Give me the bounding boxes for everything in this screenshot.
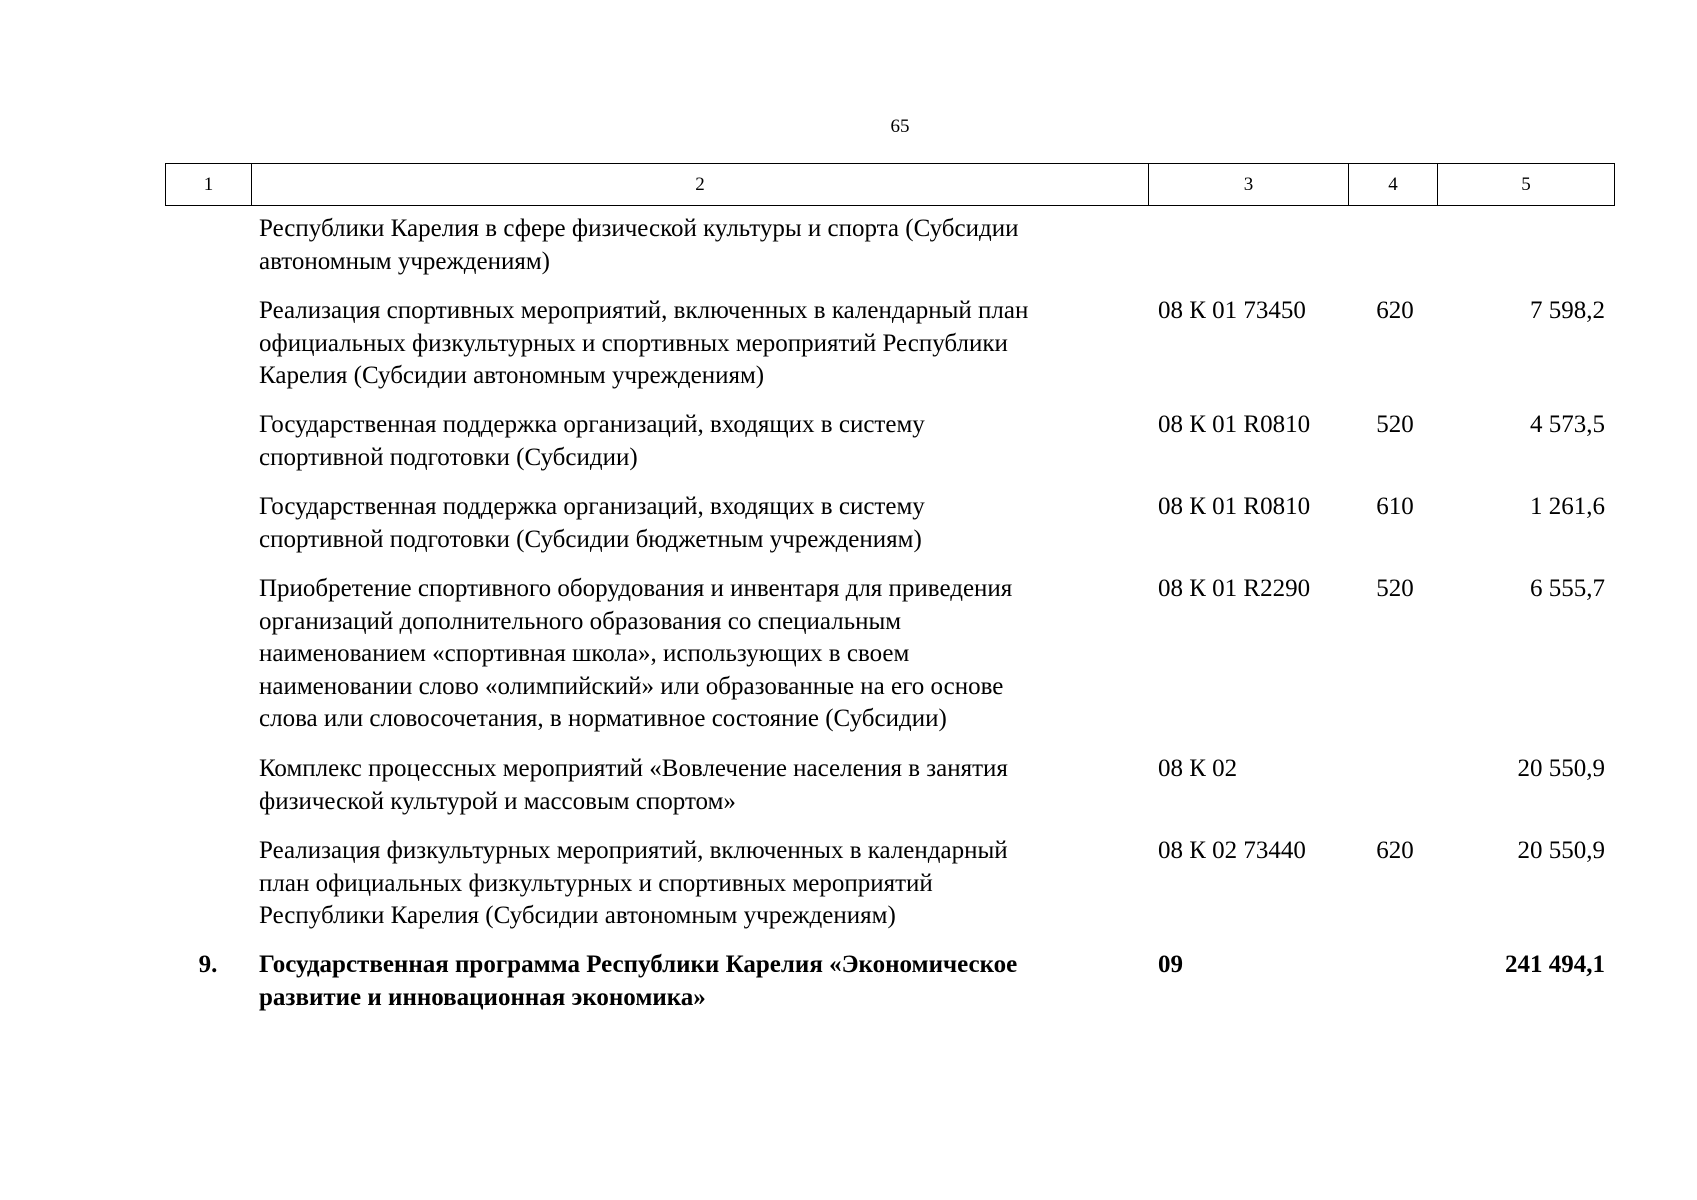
row-name (259, 295, 1139, 393)
header-col-1: 1 (166, 164, 252, 206)
row-sum: 4 573,5 (1530, 411, 1605, 438)
row-sum: 7 598,2 (1530, 297, 1605, 324)
header-col-5: 5 (1438, 164, 1615, 206)
row-name (259, 753, 1139, 818)
row-name-line: Реализация физкультурных мероприятий, включенных в календарный (259, 837, 1008, 864)
header-col-3: 3 (1149, 164, 1349, 206)
page-number: 65 (890, 116, 910, 137)
row-name-line: Комплекс процессных мероприятий «Вовлечение населения в занятия (259, 755, 1008, 782)
row-expense-type: 520 (1376, 575, 1414, 602)
row-name-line: организаций дополнительного образования со специальным (259, 607, 902, 635)
row-name-line: Приобретение спортивного оборудования и инвентаря для приведения (259, 575, 1013, 602)
table-header (165, 163, 1615, 206)
row-name-line: Государственная поддержка организаций, входящих в систему (259, 493, 925, 520)
row-expense-type: 520 (1376, 411, 1414, 438)
row-name-line: план официальных физкультурных и спортивных мероприятий (259, 869, 933, 897)
row-name-line: спортивной подготовки (Субсидии) (259, 443, 638, 471)
row-name-line: официальных физкультурных и спортивных мероприятий Республики (259, 329, 1008, 357)
row-code: 08 К 01 73450 (1158, 297, 1306, 324)
row-code: 08 К 01 R0810 (1158, 411, 1311, 438)
row-name-line: Карелия (Субсидии автономным учреждениям) (259, 362, 765, 389)
row-number: 9. (198, 951, 218, 978)
row-name-line: Республики Карелия (Субсидии автономным учреждениям) (259, 902, 896, 929)
row-code: 08 К 01 R2290 (1158, 575, 1311, 602)
row-name-line: Республики Карелия в сфере физической культуры и спорта (Субсидии (259, 215, 1019, 242)
row-sum: 6 555,7 (1530, 575, 1605, 602)
row-name-line: физической культурой и массовым спортом» (259, 787, 736, 815)
row-code: 08 К 01 R0810 (1158, 493, 1311, 520)
row-expense-type: 610 (1376, 493, 1414, 520)
row-sum: 1 261,6 (1530, 493, 1605, 520)
row-expense-type: 620 (1376, 297, 1414, 324)
row-sum: 20 550,9 (1517, 755, 1605, 782)
row-name (259, 409, 1139, 474)
row-name-line: спортивной подготовки (Субсидии бюджетным учреждениям) (259, 525, 922, 553)
row-name-line: наименовании слово «олимпийский» или образованные на его основе (259, 672, 1004, 700)
row-name-line: слова или словосочетания, в нормативное состояние (Субсидии) (259, 705, 947, 732)
row-name (259, 491, 1139, 556)
row-name-line: Реализация спортивных мероприятий, включенных в календарный план (259, 297, 1029, 324)
row-name-line: наименованием «спортивная школа», использующих в своем (259, 640, 910, 667)
header-col-2: 2 (252, 164, 1149, 206)
row-code: 09 (1158, 951, 1183, 978)
row-sum: 20 550,9 (1517, 837, 1605, 864)
row-name (259, 573, 1139, 736)
row-name (259, 949, 1139, 1014)
row-name-line: Государственная поддержка организаций, входящих в систему (259, 411, 925, 438)
row-expense-type: 620 (1376, 837, 1414, 864)
row-name-line: развитие и инновационная экономика» (259, 983, 706, 1011)
header-col-4: 4 (1349, 164, 1438, 206)
row-code: 08 К 02 73440 (1158, 837, 1306, 864)
row-name-line: автономным учреждениям) (259, 247, 551, 275)
row-name-line: Государственная программа Республики Карелия «Экономическое (259, 951, 1018, 978)
row-code: 08 К 02 (1158, 755, 1238, 782)
row-name (259, 835, 1139, 933)
row-sum: 241 494,1 (1505, 951, 1605, 978)
row-name (259, 213, 1139, 278)
